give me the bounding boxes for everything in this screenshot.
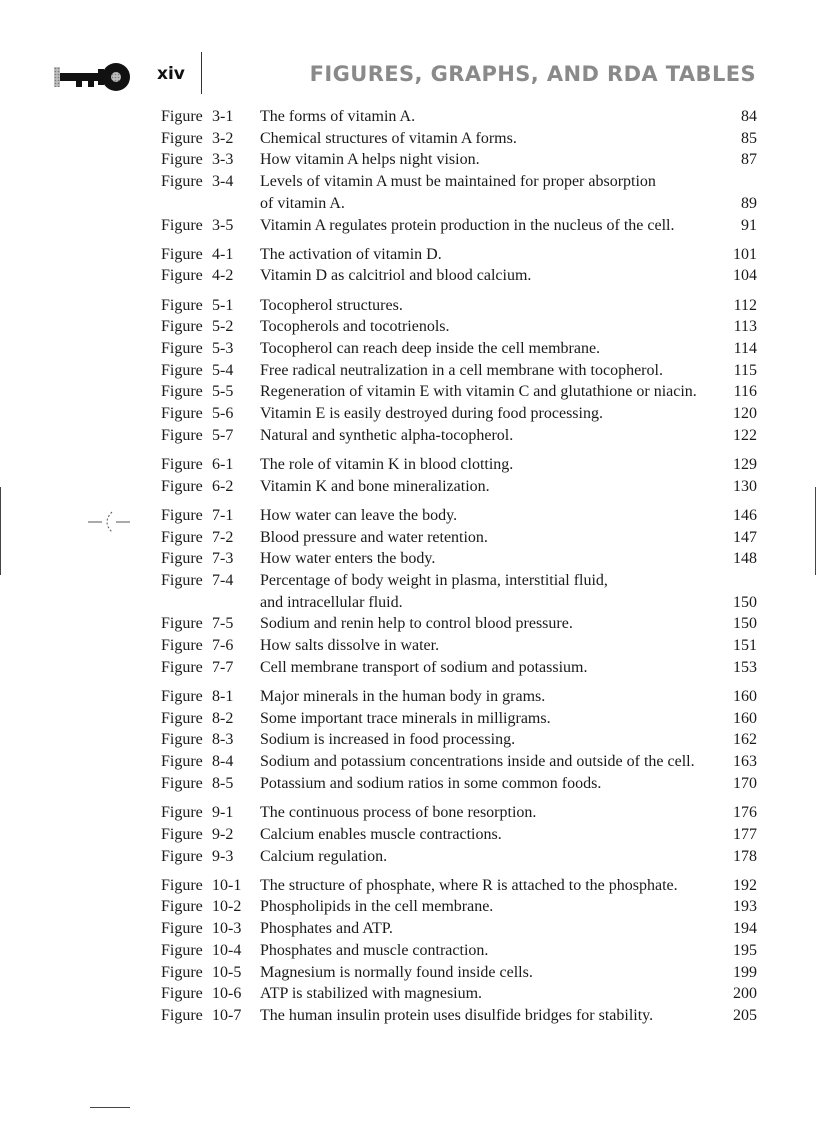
figure-number: 9-1: [212, 804, 234, 822]
figure-page-number: 148: [733, 550, 757, 568]
figure-page-number: 150: [733, 615, 757, 633]
figure-label: Figure: [161, 985, 203, 1003]
figure-title: [260, 708, 729, 730]
figure-page-number: 176: [733, 804, 757, 822]
figure-title: [260, 983, 729, 1005]
figure-title-line: Chemical structures of vitamin A forms.: [260, 129, 517, 147]
section-title: FIGURES, GRAPHS, AND RDA TABLES: [309, 62, 756, 86]
figure-group: [161, 505, 757, 679]
figure-page-number: 192: [733, 876, 757, 894]
figure-title: [260, 265, 729, 287]
figure-title: [260, 824, 729, 846]
figure-title: [260, 505, 729, 527]
figure-title-line: The forms of vitamin A.: [260, 108, 416, 125]
figure-page-number: 170: [733, 774, 757, 792]
figure-number: 8-4: [212, 753, 234, 771]
figure-title-continuation: of vitamin A.: [260, 194, 345, 212]
figure-entry[interactable]: [161, 476, 757, 498]
figure-label: Figure: [161, 941, 203, 959]
figure-title: [260, 613, 729, 635]
figure-number: 8-5: [212, 774, 234, 792]
figure-entry[interactable]: [161, 570, 757, 613]
figure-entry[interactable]: [161, 425, 757, 447]
figure-title-line: Vitamin D as calcitriol and blood calcium.: [260, 267, 532, 285]
figure-title-line: Magnesium is normally found inside cells.: [260, 963, 533, 981]
figure-entry[interactable]: [161, 527, 757, 549]
figure-label: Figure: [161, 173, 203, 191]
figure-number: 8-1: [212, 688, 234, 706]
figure-number: 8-3: [212, 731, 234, 749]
figure-entry[interactable]: [161, 295, 757, 317]
figure-title: [260, 846, 729, 868]
figure-number: 3-1: [212, 108, 234, 125]
figure-title: [260, 635, 729, 657]
figure-label: Figure: [161, 296, 203, 314]
figure-number: 10-1: [212, 876, 242, 894]
figure-entry[interactable]: [161, 454, 757, 476]
figure-page-number: 177: [733, 825, 757, 843]
figure-page-number: 129: [733, 456, 757, 474]
figure-label: Figure: [161, 753, 203, 771]
figure-number: 5-5: [212, 383, 234, 401]
figure-title-line: The activation of vitamin D.: [260, 245, 442, 263]
figure-label: Figure: [161, 528, 203, 546]
figure-number: 4-1: [212, 245, 234, 263]
figure-title-line: Calcium regulation.: [260, 847, 388, 865]
figure-number: 5-1: [212, 296, 234, 314]
figure-label: Figure: [161, 267, 203, 285]
figure-page-number: 130: [733, 477, 757, 495]
figure-title: [260, 360, 730, 382]
figure-label: Figure: [161, 898, 203, 916]
figure-entry[interactable]: [161, 918, 757, 940]
figure-entry[interactable]: [161, 338, 757, 360]
figure-page-number: 114: [733, 340, 757, 358]
figure-entry[interactable]: [161, 962, 757, 984]
figure-number: 7-2: [212, 528, 234, 546]
figure-page-number: 91: [741, 216, 757, 234]
figure-label: Figure: [161, 477, 203, 495]
figure-title: [260, 381, 730, 403]
figure-number: 10-5: [212, 963, 242, 981]
figure-entry[interactable]: [161, 708, 757, 730]
figure-title-line: Tocopherol structures.: [260, 296, 403, 314]
figure-title: [260, 454, 729, 476]
figure-title: [260, 338, 730, 360]
figure-title-line: How water can leave the body.: [260, 506, 458, 524]
figure-entry[interactable]: [161, 149, 757, 171]
figure-title: [260, 316, 730, 338]
figure-group: [161, 454, 757, 497]
registration-mark-icon: [88, 510, 130, 536]
figure-number: 10-2: [212, 898, 242, 916]
figure-label: Figure: [161, 361, 203, 379]
figure-number: 8-2: [212, 709, 234, 727]
figure-number: 6-1: [212, 456, 234, 474]
figure-entry[interactable]: [161, 106, 757, 128]
figure-title-line: Vitamin E is easily destroyed during food processing.: [260, 405, 603, 423]
figure-title-line: Sodium is increased in food processing.: [260, 731, 516, 749]
figure-entry[interactable]: [161, 635, 757, 657]
figure-entry[interactable]: [161, 983, 757, 1005]
figure-title: [260, 773, 729, 795]
figure-group: [161, 244, 757, 287]
figure-label: Figure: [161, 825, 203, 843]
page-number: xiv: [157, 64, 185, 84]
figure-title-line: The structure of phosphate, where R is attached to the phosphate.: [260, 876, 678, 894]
figure-label: Figure: [161, 405, 203, 423]
figure-label: Figure: [161, 340, 203, 358]
figure-entry[interactable]: [161, 896, 757, 918]
figure-entry[interactable]: [161, 729, 757, 751]
figure-title: [260, 657, 729, 679]
figure-number: 7-1: [212, 506, 234, 524]
figure-entry[interactable]: [161, 686, 757, 708]
figure-title-line: Phosphates and ATP.: [260, 920, 393, 938]
figure-page-number: 87: [741, 151, 757, 169]
figure-number: 5-4: [212, 361, 234, 379]
figure-title-line: Percentage of body weight in plasma, interstitial fluid,: [260, 572, 608, 590]
figure-label: Figure: [161, 216, 203, 234]
figure-title-line: The role of vitamin K in blood clotting.: [260, 456, 514, 474]
figure-title: [260, 403, 729, 425]
figure-title: [260, 476, 729, 498]
figure-number: 5-3: [212, 340, 234, 358]
figure-number: 3-4: [212, 173, 234, 191]
figure-title: [260, 215, 737, 237]
figure-page-number: 153: [733, 658, 757, 676]
figure-label: Figure: [161, 709, 203, 727]
figure-title: [260, 244, 729, 266]
figure-title: [260, 802, 729, 824]
figure-title-line: How water enters the body.: [260, 550, 436, 568]
figure-number: 4-2: [212, 267, 234, 285]
figure-entry[interactable]: [161, 381, 757, 403]
figure-entry[interactable]: [161, 875, 757, 897]
figure-title-line: Calcium enables muscle contractions.: [260, 825, 502, 843]
figure-title-line: Vitamin K and bone mineralization.: [260, 477, 490, 495]
figure-page-number: 199: [733, 963, 757, 981]
figure-entry[interactable]: [161, 548, 757, 570]
figure-title-line: Tocopherol can reach deep inside the cell membrane.: [260, 340, 601, 358]
figure-label: Figure: [161, 108, 203, 125]
figure-page-number: 193: [733, 898, 757, 916]
figure-page-number: 115: [733, 361, 757, 379]
figure-entry[interactable]: [161, 940, 757, 962]
figure-entry[interactable]: [161, 215, 757, 237]
figure-label: Figure: [161, 847, 203, 865]
figure-page-number: 112: [733, 296, 757, 314]
figure-page-number: 147: [733, 528, 757, 546]
figure-page-number: 200: [733, 985, 757, 1003]
figure-page-number: 84: [741, 108, 757, 125]
figure-entry[interactable]: [161, 128, 757, 150]
figure-title: [260, 875, 729, 897]
figure-group: [161, 295, 757, 447]
figure-entry[interactable]: [161, 316, 757, 338]
figure-label: Figure: [161, 1006, 203, 1024]
figure-entry[interactable]: [161, 751, 757, 773]
figure-title-line: Tocopherols and tocotrienols.: [260, 318, 450, 336]
figure-title: [260, 570, 729, 613]
figure-entry[interactable]: [161, 244, 757, 266]
figure-page-number: 116: [733, 383, 757, 401]
figure-title: [260, 171, 737, 214]
figure-title-line: Cell membrane transport of sodium and potassium.: [260, 658, 588, 676]
figure-label: Figure: [161, 688, 203, 706]
header-divider: [201, 52, 202, 94]
figure-label: Figure: [161, 637, 203, 655]
figure-label: Figure: [161, 615, 203, 633]
figure-title-line: Some important trace minerals in milligrams.: [260, 709, 551, 727]
figures-list: [161, 106, 757, 1034]
figure-page-number: 89: [741, 194, 757, 212]
figure-number: 5-7: [212, 426, 234, 444]
figure-label: Figure: [161, 318, 203, 336]
figure-group: [161, 802, 757, 867]
figure-label: Figure: [161, 550, 203, 568]
key-icon: [54, 61, 134, 93]
figure-title: [260, 729, 729, 751]
figure-title-line: Free radical neutralization in a cell membrane with tocopherol.: [260, 361, 663, 379]
figure-number: 9-2: [212, 825, 234, 843]
figure-entry[interactable]: [161, 505, 757, 527]
figure-label: Figure: [161, 876, 203, 894]
figure-title: [260, 295, 730, 317]
figure-label: Figure: [161, 572, 203, 590]
figure-title-line: Sodium and renin help to control blood pressure.: [260, 615, 573, 633]
figure-label: Figure: [161, 383, 203, 401]
figure-page-number: 194: [733, 920, 757, 938]
figure-title-line: Vitamin A regulates protein production in the nucleus of the cell.: [260, 216, 675, 234]
figure-label: Figure: [161, 963, 203, 981]
figure-title-line: Phosphates and muscle contraction.: [260, 941, 489, 959]
figure-title: [260, 918, 729, 940]
footer-rule: [90, 1107, 130, 1108]
figure-number: 5-2: [212, 318, 234, 336]
figure-page-number: 162: [733, 731, 757, 749]
figure-title-line: Major minerals in the human body in grams.: [260, 688, 546, 706]
figure-entry[interactable]: [161, 657, 757, 679]
figure-number: 10-6: [212, 985, 242, 1003]
figure-title-line: Phospholipids in the cell membrane.: [260, 898, 494, 916]
figure-number: 7-4: [212, 572, 234, 590]
figure-title-line: How salts dissolve in water.: [260, 637, 440, 655]
figure-label: Figure: [161, 731, 203, 749]
figure-page-number: 160: [733, 709, 757, 727]
figure-page-number: 85: [741, 129, 757, 147]
figure-title-line: The human insulin protein uses disulfide bridges for stability.: [260, 1006, 654, 1024]
figure-title: [260, 128, 737, 150]
figure-title-line: ATP is stabilized with magnesium.: [260, 985, 483, 1003]
figure-number: 5-6: [212, 405, 234, 423]
figure-title-line: Sodium and potassium concentrations inside and outside of the cell.: [260, 753, 695, 771]
figure-entry[interactable]: [161, 802, 757, 824]
figure-page-number: 120: [733, 405, 757, 423]
figure-title-line: Blood pressure and water retention.: [260, 528, 488, 546]
figure-title: [260, 149, 737, 171]
figure-title-continuation: and intracellular fluid.: [260, 593, 403, 611]
figure-number: 7-5: [212, 615, 234, 633]
left-margin-line: [0, 487, 1, 575]
figure-number: 7-3: [212, 550, 234, 568]
figure-title: [260, 686, 729, 708]
figure-title: [260, 527, 729, 549]
figure-title-line: Natural and synthetic alpha-tocopherol.: [260, 426, 514, 444]
figure-page-number: 151: [733, 637, 757, 655]
figure-label: Figure: [161, 804, 203, 822]
figure-title: [260, 751, 729, 773]
figure-title: [260, 425, 729, 447]
figure-page-number: 195: [733, 941, 757, 959]
figure-title: [260, 1005, 729, 1027]
figure-title-line: Regeneration of vitamin E with vitamin C and glutathione or niacin.: [260, 383, 697, 401]
page-header: [0, 52, 816, 102]
figure-label: Figure: [161, 658, 203, 676]
figure-title: [260, 106, 737, 128]
figure-page-number: 101: [733, 245, 757, 263]
figure-number: 6-2: [212, 477, 234, 495]
figure-entry[interactable]: [161, 171, 757, 214]
figure-entry[interactable]: [161, 773, 757, 795]
figure-group: [161, 875, 757, 1027]
figure-page-number: 205: [733, 1006, 757, 1024]
figure-entry[interactable]: [161, 613, 757, 635]
figure-entry[interactable]: [161, 824, 757, 846]
figure-page-number: 146: [733, 506, 757, 524]
figure-page-number: 150: [733, 593, 757, 611]
figure-number: 3-2: [212, 129, 234, 147]
figure-label: Figure: [161, 506, 203, 524]
figure-label: Figure: [161, 456, 203, 474]
figure-number: 7-7: [212, 658, 234, 676]
figure-title-line: Levels of vitamin A must be maintained for proper absorption: [260, 173, 656, 191]
figure-title-line: The continuous process of bone resorption.: [260, 804, 537, 822]
figure-entry[interactable]: [161, 1005, 757, 1027]
figure-label: Figure: [161, 774, 203, 792]
figure-page-number: 163: [733, 753, 757, 771]
figure-label: Figure: [161, 245, 203, 263]
figure-label: Figure: [161, 151, 203, 169]
figure-title: [260, 548, 729, 570]
figure-entry[interactable]: [161, 846, 757, 868]
figure-group: [161, 686, 757, 795]
figure-entry[interactable]: [161, 360, 757, 382]
figure-title-line: Potassium and sodium ratios in some common foods.: [260, 774, 602, 792]
figure-page-number: 113: [733, 318, 757, 336]
figure-number: 10-3: [212, 920, 242, 938]
figure-number: 7-6: [212, 637, 234, 655]
figure-group: [161, 106, 757, 236]
figure-number: 3-3: [212, 151, 234, 169]
figure-entry[interactable]: [161, 265, 757, 287]
figure-label: Figure: [161, 129, 203, 147]
figure-number: 9-3: [212, 847, 234, 865]
figure-page-number: 122: [733, 426, 757, 444]
figure-number: 10-7: [212, 1006, 242, 1024]
figure-title: [260, 940, 729, 962]
figure-label: Figure: [161, 920, 203, 938]
figure-number: 10-4: [212, 941, 242, 959]
figure-title: [260, 962, 729, 984]
figure-entry[interactable]: [161, 403, 757, 425]
figure-title-line: How vitamin A helps night vision.: [260, 151, 480, 169]
figure-number: 3-5: [212, 216, 234, 234]
figure-page-number: 104: [733, 267, 757, 285]
figure-page-number: 178: [733, 847, 757, 865]
figure-label: Figure: [161, 426, 203, 444]
figure-page-number: 160: [733, 688, 757, 706]
figure-title: [260, 896, 729, 918]
